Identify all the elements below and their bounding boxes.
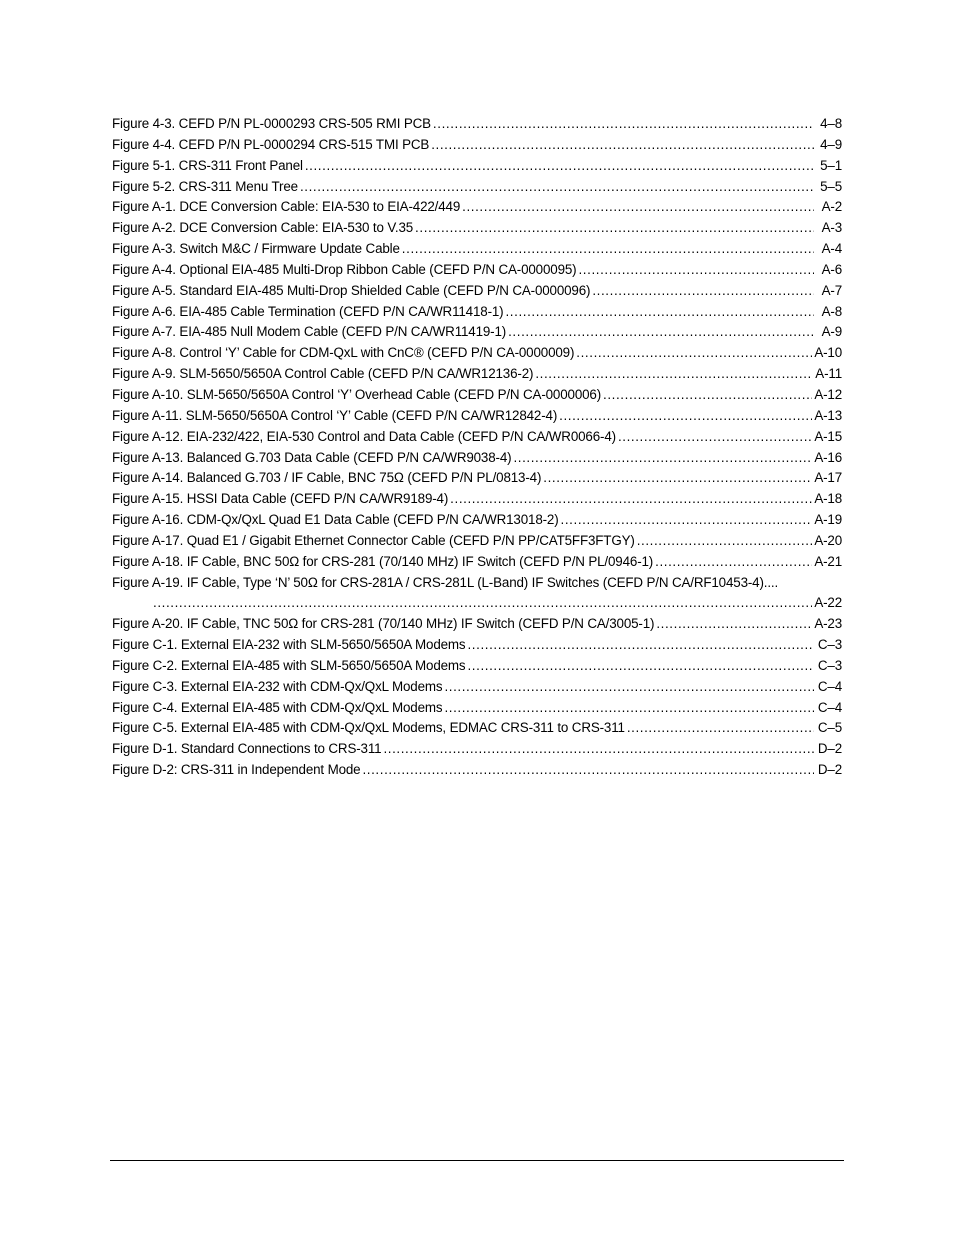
toc-entry[interactable] bbox=[112, 114, 842, 135]
toc-entry-title: Figure A-11. SLM-5650/5650A Control ‘Y’ Cable (CEFD P/N CA/WR12842-4) bbox=[112, 407, 558, 423]
footer-divider bbox=[110, 1160, 844, 1161]
toc-entry-title: Figure A-8. Control ‘Y’ Cable for CDM-QxL with CnC® (CEFD P/N CA-0000009) bbox=[112, 345, 575, 361]
toc-dot-leader bbox=[513, 448, 812, 469]
toc-dot-leader bbox=[561, 510, 813, 531]
toc-entry-title: Figure A-18. IF Cable, BNC 50Ω for CRS-281 (70/140 MHz) IF Switch (CEFD P/N PL/0946-1) bbox=[112, 553, 654, 569]
toc-entry-page: A-13 bbox=[814, 407, 842, 423]
toc-entry[interactable] bbox=[112, 322, 842, 343]
toc-entry[interactable] bbox=[112, 635, 842, 656]
toc-entry[interactable] bbox=[112, 614, 842, 635]
toc-entry-page: A-18 bbox=[814, 491, 842, 507]
toc-entry-title: Figure C-4. External EIA-485 with CDM-Qx/QxL Modems bbox=[112, 699, 443, 715]
toc-dot-leader bbox=[543, 468, 812, 489]
toc-entry-page: A-8 bbox=[821, 303, 842, 319]
toc-dot-leader bbox=[656, 614, 812, 635]
toc-dot-leader bbox=[433, 114, 814, 135]
toc-entry-page: A-4 bbox=[821, 241, 842, 257]
toc-dot-leader bbox=[655, 552, 812, 573]
toc-entry-title: Figure A-14. Balanced G.703 / IF Cable, BNC 75Ω (CEFD P/N PL/0813-4) bbox=[112, 470, 542, 486]
toc-entry-page: A-2 bbox=[821, 199, 842, 215]
toc-entry[interactable] bbox=[112, 281, 842, 302]
toc-entry[interactable] bbox=[112, 385, 842, 406]
toc-entry[interactable] bbox=[112, 739, 842, 760]
toc-entry[interactable] bbox=[112, 510, 842, 531]
toc-dot-leader bbox=[153, 593, 812, 614]
toc-entry-page: A-7 bbox=[821, 282, 842, 298]
toc-dot-leader bbox=[415, 218, 814, 239]
toc-entry-page: A-23 bbox=[814, 616, 842, 632]
toc-dot-leader bbox=[431, 135, 814, 156]
toc-entry-title: Figure A-4. Optional EIA-485 Multi-Drop Ribbon Cable (CEFD P/N CA-0000095) bbox=[112, 261, 577, 277]
toc-entry-page: D–2 bbox=[817, 762, 842, 778]
toc-dot-leader bbox=[559, 406, 812, 427]
toc-entry-title: Figure 4-3. CEFD P/N PL-0000293 CRS-505 RMI PCB bbox=[112, 116, 431, 131]
toc-entry[interactable] bbox=[112, 698, 842, 719]
toc-entry-title: Figure A-19. IF Cable, Type ‘N’ 50Ω for CRS-281A / CRS-281L (L-Band) IF Switches (CEFD P/N CA/RF10453-4).... bbox=[112, 574, 779, 590]
toc-entry-page: C–4 bbox=[817, 678, 842, 694]
toc-entry[interactable] bbox=[112, 427, 842, 448]
toc-entry-title: Figure A-9. SLM-5650/5650A Control Cable (CEFD P/N CA/WR12136-2) bbox=[112, 366, 534, 382]
toc-dot-leader bbox=[505, 302, 814, 323]
toc-dot-leader bbox=[603, 385, 812, 406]
toc-entry-page: A-11 bbox=[815, 366, 842, 382]
toc-dot-leader bbox=[444, 677, 814, 698]
toc-entry-page: A-15 bbox=[814, 428, 842, 444]
list-of-figures bbox=[112, 114, 842, 781]
toc-entry[interactable] bbox=[112, 531, 842, 552]
toc-dot-leader bbox=[300, 177, 814, 198]
toc-entry-page: 5–1 bbox=[820, 157, 842, 173]
toc-entry[interactable] bbox=[112, 677, 842, 698]
toc-dot-leader bbox=[627, 718, 814, 739]
toc-entry-page: C–5 bbox=[817, 720, 842, 736]
toc-entry-page: A-6 bbox=[821, 261, 842, 277]
toc-entry-title: Figure 4-4. CEFD P/N PL-0000294 CRS-515 TMI PCB bbox=[112, 136, 430, 152]
toc-dot-leader bbox=[467, 656, 814, 677]
toc-entry-page: A-12 bbox=[814, 386, 842, 402]
toc-entry-title: Figure A-3. Switch M&C / Firmware Update Cable bbox=[112, 241, 400, 257]
toc-entry[interactable] bbox=[112, 218, 842, 239]
toc-entry-title: Figure 5-1. CRS-311 Front Panel bbox=[112, 157, 303, 173]
toc-entry[interactable] bbox=[112, 448, 842, 469]
toc-entry[interactable] bbox=[112, 489, 842, 510]
toc-dot-leader bbox=[450, 489, 812, 510]
toc-dot-leader bbox=[462, 197, 814, 218]
toc-entry-title: Figure 5-2. CRS-311 Menu Tree bbox=[112, 178, 298, 194]
toc-dot-leader bbox=[508, 322, 814, 343]
toc-entry-title: Figure A-7. EIA-485 Null Modem Cable (CEFD P/N CA/WR11419-1) bbox=[112, 324, 507, 340]
toc-entry-title: Figure A-13. Balanced G.703 Data Cable (CEFD P/N CA/WR9038-4) bbox=[112, 449, 512, 465]
toc-dot-leader bbox=[592, 281, 814, 302]
toc-entry-page: C–3 bbox=[817, 657, 842, 673]
toc-entry-title: Figure D-1. Standard Connections to CRS-311 bbox=[112, 741, 382, 757]
toc-entry-title: Figure A-2. DCE Conversion Cable: EIA-530 to V.35 bbox=[112, 220, 414, 236]
toc-entry-page: A-17 bbox=[814, 470, 842, 486]
toc-entry-title: Figure C-1. External EIA-232 with SLM-5650/5650A Modems bbox=[112, 637, 466, 653]
toc-entry-title: Figure A-17. Quad E1 / Gigabit Ethernet Connector Cable (CEFD P/N PP/CAT5FF3FTGY) bbox=[112, 532, 635, 548]
toc-entry-title: Figure A-16. CDM-Qx/QxL Quad E1 Data Cable (CEFD P/N CA/WR13018-2) bbox=[112, 512, 559, 528]
toc-entry-title: Figure C-3. External EIA-232 with CDM-Qx/QxL Modems bbox=[112, 678, 443, 694]
toc-dot-leader bbox=[618, 427, 812, 448]
toc-entry[interactable] bbox=[112, 135, 842, 156]
toc-entry-page: 4–9 bbox=[820, 136, 842, 152]
toc-entry[interactable] bbox=[112, 364, 842, 385]
toc-entry-title: Figure A-15. HSSI Data Cable (CEFD P/N CA/WR9189-4) bbox=[112, 491, 449, 507]
toc-entry-page: A-10 bbox=[814, 345, 842, 361]
toc-entry-title: Figure C-2. External EIA-485 with SLM-5650/5650A Modems bbox=[112, 657, 466, 673]
toc-entry-page: A-21 bbox=[814, 553, 842, 569]
toc-entry-page: 4–8 bbox=[820, 116, 842, 131]
toc-dot-leader bbox=[578, 260, 814, 281]
toc-entry-title: Figure A-1. DCE Conversion Cable: EIA-530 to EIA-422/449 bbox=[112, 199, 461, 215]
toc-dot-leader bbox=[576, 343, 812, 364]
toc-entry-page: A-20 bbox=[814, 532, 842, 548]
toc-entry-page: D–2 bbox=[817, 741, 842, 757]
toc-dot-leader bbox=[402, 239, 814, 260]
toc-entry-title: Figure A-20. IF Cable, TNC 50Ω for CRS-281 (70/140 MHz) IF Switch (CEFD P/N CA/3005-1) bbox=[112, 616, 655, 632]
toc-entry[interactable] bbox=[112, 239, 842, 260]
toc-entry[interactable] bbox=[112, 343, 842, 364]
toc-entry[interactable] bbox=[112, 656, 842, 677]
toc-entry-page: A-22 bbox=[814, 595, 842, 611]
toc-entry[interactable] bbox=[112, 302, 842, 323]
toc-entry-title: Figure A-12. EIA-232/422, EIA-530 Control and Data Cable (CEFD P/N CA/WR0066-4) bbox=[112, 428, 616, 444]
toc-dot-leader bbox=[305, 156, 814, 177]
toc-entry-title: Figure A-6. EIA-485 Cable Termination (CEFD P/N CA/WR11418-1) bbox=[112, 303, 504, 319]
toc-entry-title: Figure A-5. Standard EIA-485 Multi-Drop Shielded Cable (CEFD P/N CA-0000096) bbox=[112, 282, 591, 298]
toc-entry-page: A-9 bbox=[821, 324, 842, 340]
toc-entry-page: C–3 bbox=[817, 637, 842, 653]
toc-entry[interactable] bbox=[112, 552, 842, 573]
toc-dot-leader bbox=[467, 635, 814, 656]
toc-entry-page: A-16 bbox=[814, 449, 842, 465]
toc-entry[interactable] bbox=[112, 593, 842, 614]
toc-entry[interactable] bbox=[112, 718, 842, 739]
toc-entry-page: A-3 bbox=[821, 220, 842, 236]
toc-dot-leader bbox=[535, 364, 813, 385]
toc-entry-title: Figure D-2: CRS-311 in Independent Mode bbox=[112, 762, 361, 778]
toc-dot-leader bbox=[444, 698, 814, 719]
toc-entry[interactable] bbox=[112, 197, 842, 218]
toc-entry[interactable] bbox=[112, 177, 842, 198]
toc-dot-leader bbox=[383, 739, 814, 760]
toc-entry-title: Figure A-10. SLM-5650/5650A Control ‘Y’ Overhead Cable (CEFD P/N CA-0000006) bbox=[112, 386, 602, 402]
toc-entry-page: C–4 bbox=[817, 699, 842, 715]
toc-entry[interactable] bbox=[112, 573, 842, 594]
toc-entry-title: Figure C-5. External EIA-485 with CDM-Qx/QxL Modems, EDMAC CRS-311 to CRS-311 bbox=[112, 720, 625, 736]
toc-entry[interactable] bbox=[112, 260, 842, 281]
toc-entry[interactable] bbox=[112, 468, 842, 489]
toc-entry-page: 5–5 bbox=[820, 178, 842, 194]
toc-entry-page: A-19 bbox=[814, 512, 842, 528]
toc-entry[interactable] bbox=[112, 760, 842, 781]
toc-entry[interactable] bbox=[112, 406, 842, 427]
toc-entry[interactable] bbox=[112, 156, 842, 177]
toc-dot-leader bbox=[362, 760, 814, 781]
toc-dot-leader bbox=[637, 531, 813, 552]
